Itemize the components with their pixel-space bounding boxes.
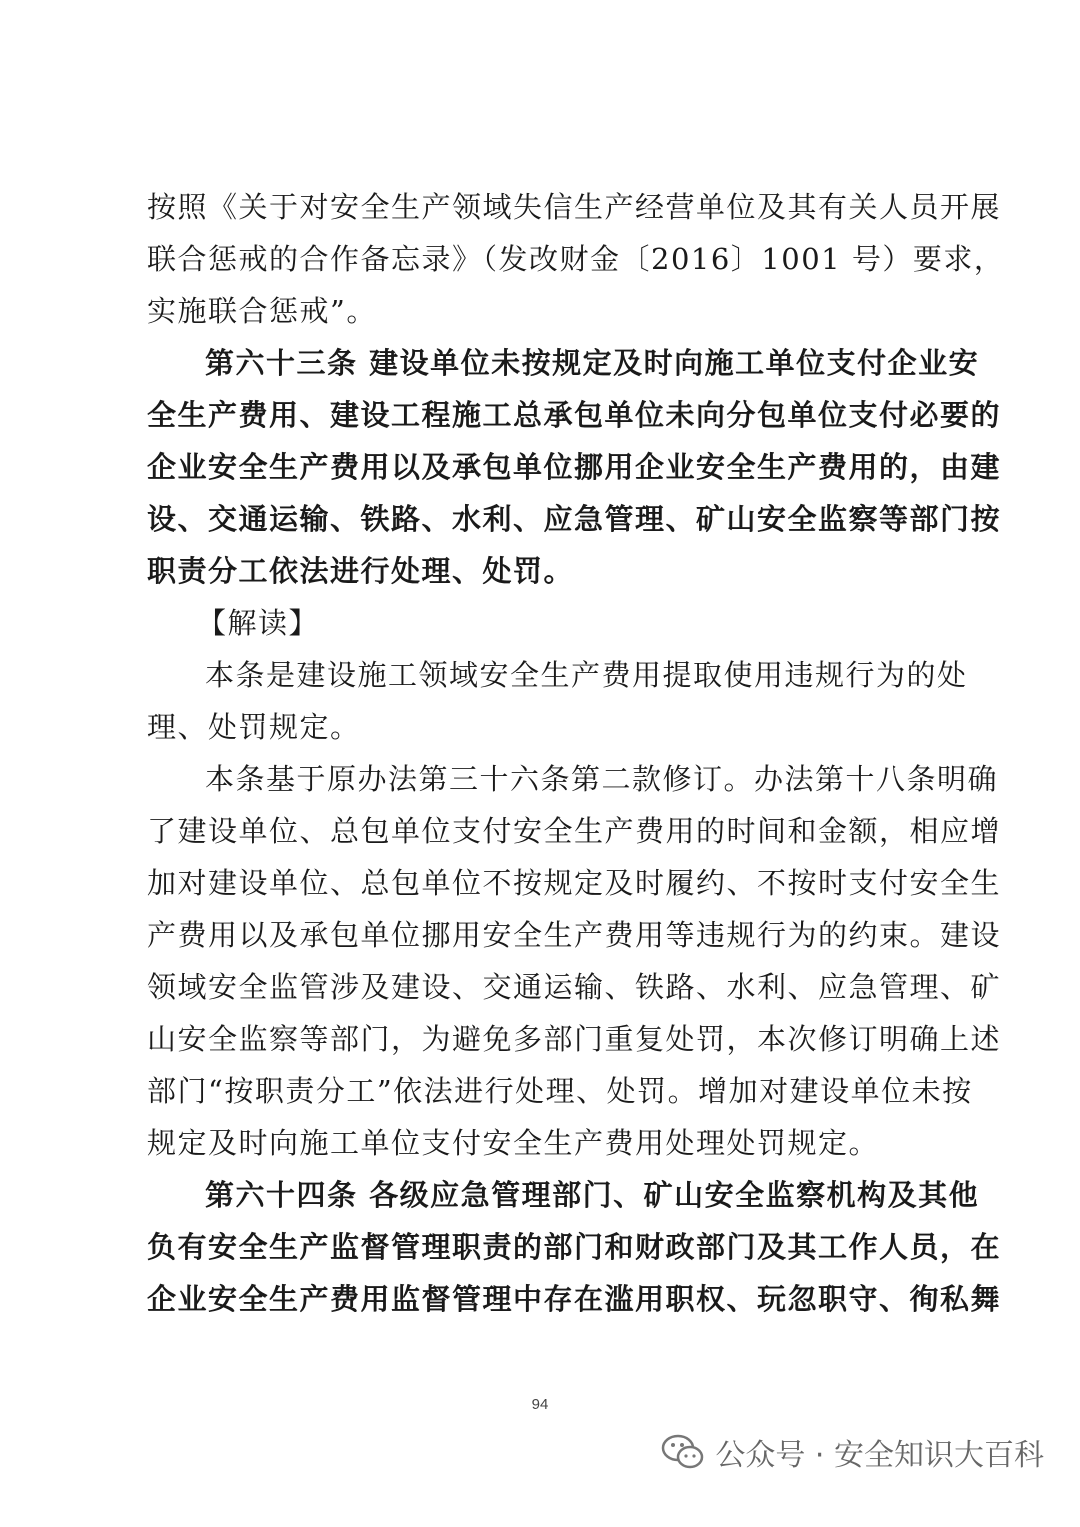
- text-line: 加对建设单位、总包单位不按规定及时履约、不按时支付安全生: [147, 866, 1002, 900]
- paragraph-continuation: [147, 181, 1005, 337]
- text-line: 【解读】: [197, 606, 320, 640]
- page-number: 94: [531, 1396, 549, 1413]
- text-line: 山安全监察等部门，为避免多部门重复处罚，本次修订明确上述: [147, 1022, 1002, 1056]
- article-64: [147, 1169, 1002, 1325]
- text-line: 本条是建设施工领域安全生产费用提取使用违规行为的处: [205, 658, 968, 692]
- interpretation-paragraph-1: [147, 649, 968, 753]
- text-line: 企业安全生产费用监督管理中存在滥用职权、玩忽职守、徇私舞: [147, 1282, 1002, 1316]
- wechat-icon: [661, 1432, 705, 1472]
- text-line: 职责分工依法进行处理、处罚。: [147, 554, 575, 588]
- text-line: 第六十四条 各级应急管理部门、矿山安全监察机构及其他: [205, 1178, 980, 1212]
- text-line: 本条基于原办法第三十六条第二款修订。办法第十八条明确: [205, 762, 999, 796]
- text-line: 产费用以及承包单位挪用安全生产费用等违规行为的约束。建设: [147, 918, 1002, 952]
- watermark: [661, 1430, 1044, 1474]
- text-line: 企业安全生产费用以及承包单位挪用企业安全生产费用的，由建: [147, 450, 1002, 484]
- text-line: 领域安全监管涉及建设、交通运输、铁路、水利、应急管理、矿: [147, 970, 1002, 1004]
- text-line: 理、处罚规定。: [147, 710, 361, 744]
- article-63: [147, 337, 1002, 597]
- text-line: 负有安全生产监督管理职责的部门和财政部门及其工作人员，在: [147, 1230, 1002, 1264]
- text-line: 了建设单位、总包单位支付安全生产费用的时间和金额，相应增: [147, 814, 1002, 848]
- text-line: 按照《关于对安全生产领域失信生产经营单位及其有关人员开展: [147, 190, 1002, 224]
- watermark-text: 公众号 · 安全知识大百科: [715, 1438, 1044, 1473]
- text-line: 全生产费用、建设工程施工总承包单位未向分包单位支付必要的: [147, 398, 1002, 432]
- interpretation-heading: [147, 597, 947, 649]
- text-line: 部门“按职责分工”依法进行处理、处罚。增加对建设单位未按: [147, 1074, 973, 1108]
- document-body: [147, 181, 1005, 1325]
- text-line: 联合惩戒的合作备忘录》（发改财金〔2016〕1001 号）要求，: [147, 242, 1005, 276]
- text-line: 设、交通运输、铁路、水利、应急管理、矿山安全监察等部门按: [147, 502, 1002, 536]
- text-line: 实施联合惩戒”。: [147, 294, 377, 328]
- text-line: 第六十三条 建设单位未按规定及时向施工单位支付企业安: [205, 346, 980, 380]
- text-line: 规定及时向施工单位支付安全生产费用处理处罚规定。: [147, 1126, 880, 1160]
- interpretation-paragraph-2: [147, 753, 1002, 1169]
